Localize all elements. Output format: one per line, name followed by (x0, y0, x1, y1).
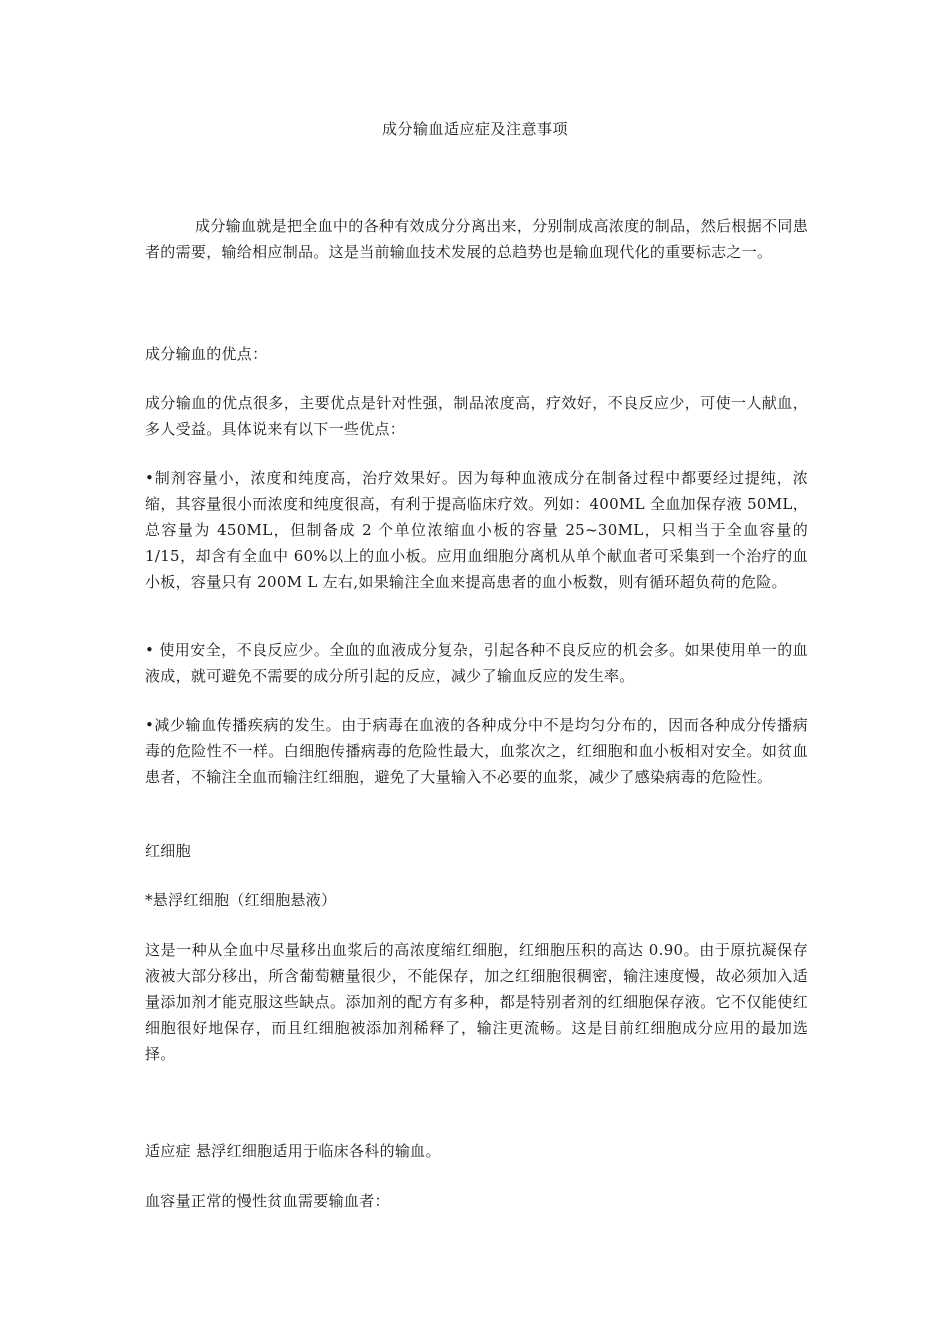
advantage-bullet-2: • 使用安全，不良反应少。全血的血液成分复杂，引起各种不良反应的机会多。如果使用单一的血液成，就可避免不需要的成分所引起的反应，减少了输血反应的发生率。 (145, 641, 808, 685)
rbc-description-paragraph: 这是一种从全血中尽量移出血浆后的高浓度缩红细胞，红细胞压积的高达 0.90。由于原抗凝保存液被大部分移出，所含葡萄糖量很少，不能保存，加之红细胞很稠密，输注速度慢，故必须加入适量添加剂才能克服这些缺点。添加剂的配方有多种，都是特别者剂的红细胞保存液。它不仅能使红细胞很好地保存，而且红细胞被添加剂稀释了，输注更流畅。这是目前红细胞成分应用的最加选择。 (145, 941, 808, 1063)
intro-paragraph: 成分输血就是把全血中的各种有效成分分离出来，分别制成高浓度的制品，然后根据不同患者的需要，输给相应制品。这是当前输血技术发展的总趋势也是输血现代化的重要标志之一。 (145, 217, 808, 261)
advantage-bullet-1: •制剂容量小，浓度和纯度高，治疗效果好。因为每种血液成分在制备过程中都要经过提纯，浓缩，其容量很小而浓度和纯度很高，有利于提高临床疗效。列如：400ML 全血加保存液 50ML，总容量为 450ML，但制备成 2 个单位浓缩血小板的容量 25~30ML，只相当于全血容量的 1/15，却含有全血中 60%以上的血小板。应用血细胞分离机从单个献血者可采集到一个治疗的血小板，容量只有 200M L 左右,如果输注全血来提高患者的血小板数，则有循环超负荷的危险。 (145, 469, 808, 591)
chronic-anemia-line: 血容量正常的慢性贫血需要输血者： (145, 1192, 390, 1210)
document-title: 成分输血适应症及注意事项 (381, 120, 568, 138)
rbc-heading: 红细胞 (145, 842, 191, 860)
advantages-summary-paragraph: 成分输血的优点很多，主要优点是针对性强，制品浓度高，疗效好，不良反应少，可使一人献血，多人受益。具体说来有以下一些优点： (145, 394, 808, 438)
advantages-heading: 成分输血的优点： (145, 345, 268, 363)
advantage-bullet-3: •减少输血传播疾病的发生。由于病毒在血液的各种成分中不是均匀分布的，因而各种成分传播病毒的危险性不一样。白细胞传播病毒的危险性最大，血浆次之，红细胞和血小板相对安全。如贫血患者，不输注全血而输注红细胞，避免了大量输入不必要的血浆，减少了感染病毒的危险性。 (145, 716, 808, 786)
indication-line: 适应症 悬浮红细胞适用于临床各科的输血。 (145, 1142, 441, 1160)
rbc-suspended-heading: *悬浮红细胞（红细胞悬液） (145, 891, 337, 909)
